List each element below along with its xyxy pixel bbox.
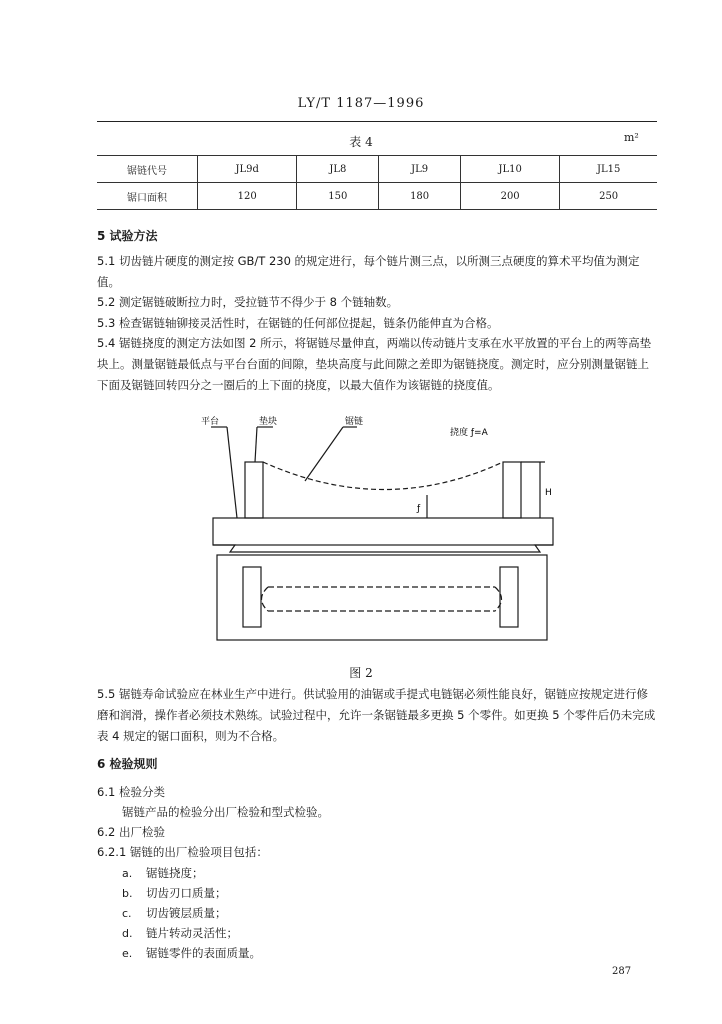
list-item-text: 切齿镀层质量； <box>146 906 227 920</box>
list-item-text: 锯链挠度； <box>146 866 204 880</box>
block-leader-2 <box>255 427 257 462</box>
standard-number: LY/T 1187—1996 <box>297 96 425 111</box>
list-item-text: 切齿刃口质量； <box>146 886 227 900</box>
table-row <box>97 183 657 210</box>
section-6-title: 6 检验规则 <box>97 757 158 771</box>
clause-5-2: 5.2 测定锯链破断拉力时，受拉链节不得少于 8 个链轴数。 <box>97 295 399 309</box>
list-item-text: 锯链零件的表面质量。 <box>146 946 261 960</box>
clause-6-1-title: 6.1 检验分类 <box>97 785 165 799</box>
platform-base-outline <box>213 545 553 552</box>
figure-2 <box>195 405 575 650</box>
label-platform: 平台 <box>201 417 220 427</box>
chain-sag-line <box>263 462 503 490</box>
table-cell: 150 <box>297 183 379 210</box>
table-cell: 锯链代号 <box>97 156 198 183</box>
header-rule <box>97 121 657 122</box>
list-item <box>122 882 622 902</box>
label-height: H <box>545 488 552 498</box>
table-cell: 120 <box>198 183 297 210</box>
clause-5-5: 5.5 锯链寿命试验应在林业生产中进行。供试验用的油锯或手提式电链锯必须性能良好，锯链应按规定进行修磨和润滑，操作者必须技术熟练。试验过程中，允许一条锯链最多更换 5 个零件。如更换 5 个零件后仍未完成表 4 规定的锯口面积，则为不合格。 <box>97 687 656 743</box>
list-item-text: 链片转动灵活性； <box>146 926 238 940</box>
page-number: 287 <box>612 966 632 977</box>
table-4 <box>97 155 657 210</box>
list-item <box>122 902 622 922</box>
left-block <box>245 462 263 518</box>
list-item-letter: b. <box>122 887 133 900</box>
label-deflection: 挠度 ƒ=A <box>450 428 488 438</box>
platform-top-view <box>213 518 553 545</box>
table-cell: JL9 <box>379 156 461 183</box>
section-5-title: 5 试验方法 <box>97 229 158 243</box>
table-cell: 180 <box>379 183 461 210</box>
list-item <box>122 942 622 962</box>
table-unit: m² <box>624 131 639 144</box>
table-cell: 250 <box>560 183 657 210</box>
chain-plan-loop <box>262 587 502 611</box>
clause-6-2-1: 6.2.1 锯链的出厂检验项目包括： <box>97 845 268 859</box>
clause-5-3: 5.3 检查锯链轴铆接灵活性时，在锯链的任何部位提起，链条仍能伸直为合格。 <box>97 316 499 330</box>
label-chain: 锯链 <box>345 417 364 427</box>
table-caption: 表 4 <box>349 135 373 149</box>
table-cell: JL8 <box>297 156 379 183</box>
list-item-letter: d. <box>122 927 133 940</box>
list-item-letter: e. <box>122 947 133 960</box>
right-block-plan <box>500 567 518 627</box>
platform-bottom-view <box>217 555 547 640</box>
table-cell: JL15 <box>560 156 657 183</box>
table-cell: 锯口面积 <box>97 183 198 210</box>
table-cell: JL10 <box>461 156 560 183</box>
chain-leader-2 <box>305 427 343 481</box>
list-item-letter: c. <box>122 907 132 920</box>
list-item <box>122 922 622 942</box>
right-block <box>503 462 521 518</box>
clause-6-2-title: 6.2 出厂检验 <box>97 825 165 839</box>
platform-leader-2 <box>227 427 237 518</box>
clause-5-4: 5.4 锯链挠度的测定方法如图 2 所示，将锯链尽量伸直，两端以传动链片支承在水平放置的平台上的两等高垫块上。测量锯链最低点与平台台面的间隙，垫块高度与此间隙之差即为锯链挠度。测定时，应分别测量锯链上下面及锯链回转四分之一圈后的上下面的挠度，以最大值作为该锯链的挠度值。 <box>97 336 652 392</box>
list-item <box>122 862 622 882</box>
list-item-letter: a. <box>122 867 133 880</box>
clause-5-1: 5.1 切齿链片硬度的测定按 GB/T 230 的规定进行，每个链片测三点，以所测三点硬度的算术平均值为测定值。 <box>97 254 640 289</box>
table-cell: 200 <box>461 183 560 210</box>
table-row <box>97 156 657 183</box>
figure-caption: 图 2 <box>349 666 373 680</box>
left-block-plan <box>243 567 261 627</box>
clause-6-1-text: 锯链产品的检验分出厂检验和型式检验。 <box>122 805 329 819</box>
table-cell: JL9d <box>198 156 297 183</box>
label-block: 垫块 <box>259 417 278 427</box>
inspection-list <box>122 862 622 962</box>
label-gap: ƒ <box>417 504 421 514</box>
